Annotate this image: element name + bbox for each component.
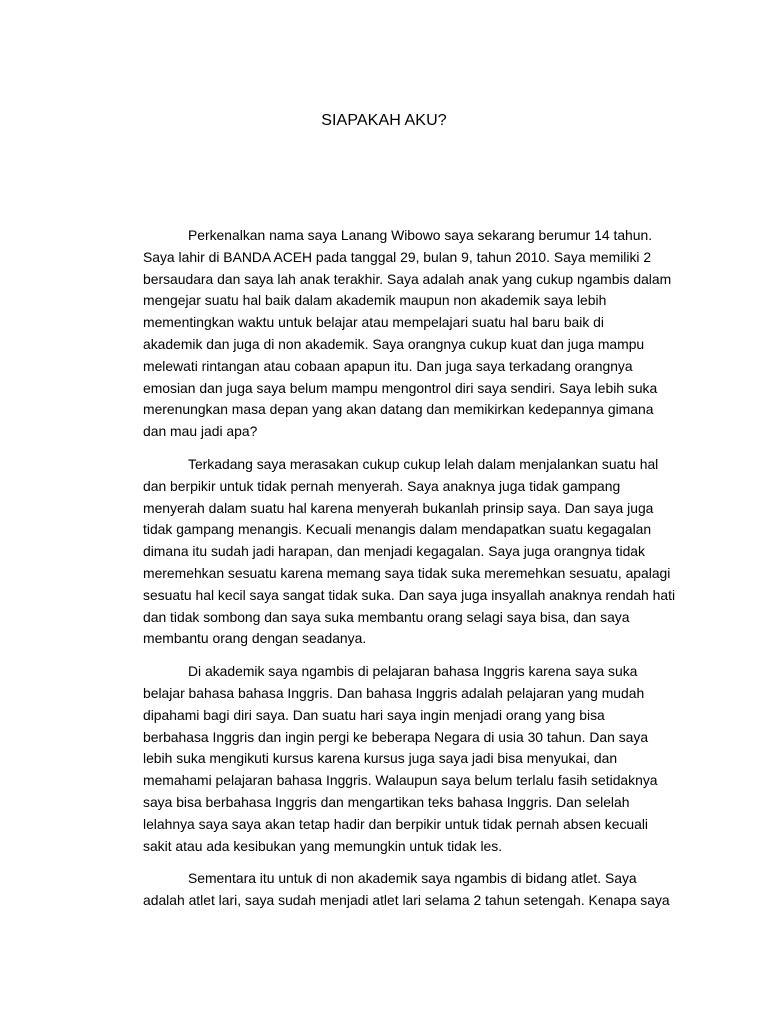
text-line: sakit atau ada kesibukan yang memungkin untuk tidak les.: [143, 837, 503, 854]
text-line: Terkadang saya merasakan cukup cukup lelah dalam menjalankan suatu hal: [188, 455, 659, 472]
text-line: saya bisa berbahasa Inggris dan mengartikan teks bahasa Inggris. Dan selelah: [143, 793, 630, 810]
paragraph-2: [143, 454, 676, 650]
text-line: mementingkan waktu untuk belajar atau mempelajari suatu hal baru baik di: [143, 314, 604, 331]
text-line: tidak gampang menangis. Kecuali menangis dalam mendapatkan suatu kegagalan: [143, 521, 652, 538]
paragraph-1: [143, 225, 672, 443]
text-line: memahami pelajaran bahasa Inggris. Walaupun saya belum terlalu fasih setidaknya: [143, 772, 658, 789]
text-line: Sementara itu untuk di non akademik saya ngambis di bidang atlet. Saya: [188, 870, 637, 887]
text-line: mengejar suatu hal baik dalam akademik maupun non akademik saya lebih: [143, 292, 607, 309]
document-title: SIAPAKAH AKU?: [321, 112, 447, 129]
text-line: meremehkan sesuatu karena memang saya tidak suka meremehkan sesuatu, apalagi: [143, 564, 671, 581]
text-line: merenungkan masa depan yang akan datang dan memikirkan kedepannya gimana: [143, 401, 654, 418]
text-line: sesuatu hal kecil saya sangat tidak suka. Dan saya juga insyallah anaknya rendah hati: [143, 586, 676, 603]
text-line: menyerah dalam suatu hal karena menyerah bukanlah prinsip saya. Dan saya juga: [143, 499, 654, 516]
text-line: Saya lahir di BANDA ACEH pada tanggal 29, bulan 9, tahun 2010. Saya memiliki 2: [143, 248, 652, 265]
document-body: [143, 225, 676, 923]
text-line: emosian dan juga saya belum mampu mengontrol diri saya sendiri. Saya lebih suka: [143, 379, 658, 396]
text-line: dan tidak sombong dan saya suka membantu orang selagi saya bisa, dan saya: [143, 608, 630, 625]
text-line: Di akademik saya ngambis di pelajaran bahasa Inggris karena saya suka: [188, 663, 638, 680]
text-line: adalah atlet lari, saya sudah menjadi atlet lari selama 2 tahun setengah. Kenapa saya: [143, 892, 670, 909]
text-line: membantu orang dengan seadanya.: [143, 630, 367, 647]
text-line: Perkenalkan nama saya Lanang Wibowo saya sekarang berumur 14 tahun.: [188, 227, 653, 243]
text-line: dan mau jadi apa?: [143, 423, 258, 440]
text-line: lebih suka mengikuti kursus karena kursus juga saya jadi bisa menyukai, dan: [143, 750, 618, 767]
text-line: akademik dan juga di non akademik. Saya orangnya cukup kuat dan juga mampu: [143, 335, 645, 352]
text-line: melewati rintangan atau cobaan apapun itu. Dan juga saya terkadang orangnya: [143, 357, 633, 374]
text-line: belajar bahasa bahasa Inggris. Dan bahasa Inggris adalah pelajaran yang mudah: [143, 684, 645, 701]
text-line: dan berpikir untuk tidak pernah menyerah. Saya anaknya juga tidak gampang: [143, 477, 621, 494]
text-line: lelahnya saya saya akan tetap hadir dan berpikir untuk tidak pernah absen kecuali: [143, 815, 649, 832]
paragraph-4: [143, 868, 670, 912]
text-line: berbahasa Inggris dan ingin pergi ke beberapa Negara di usia 30 tahun. Dan saya: [143, 728, 649, 745]
paragraph-3: [143, 661, 663, 857]
text-line: dimana itu sudah jadi harapan, dan menjadi kegagalan. Saya juga orangnya tidak: [143, 543, 645, 560]
text-line: dipahami bagi diri saya. Dan suatu hari saya ingin menjadi orang yang bisa: [143, 706, 605, 723]
text-line: bersaudara dan saya lah anak terakhir. Saya adalah anak yang cukup ngambis dalam: [143, 270, 672, 287]
